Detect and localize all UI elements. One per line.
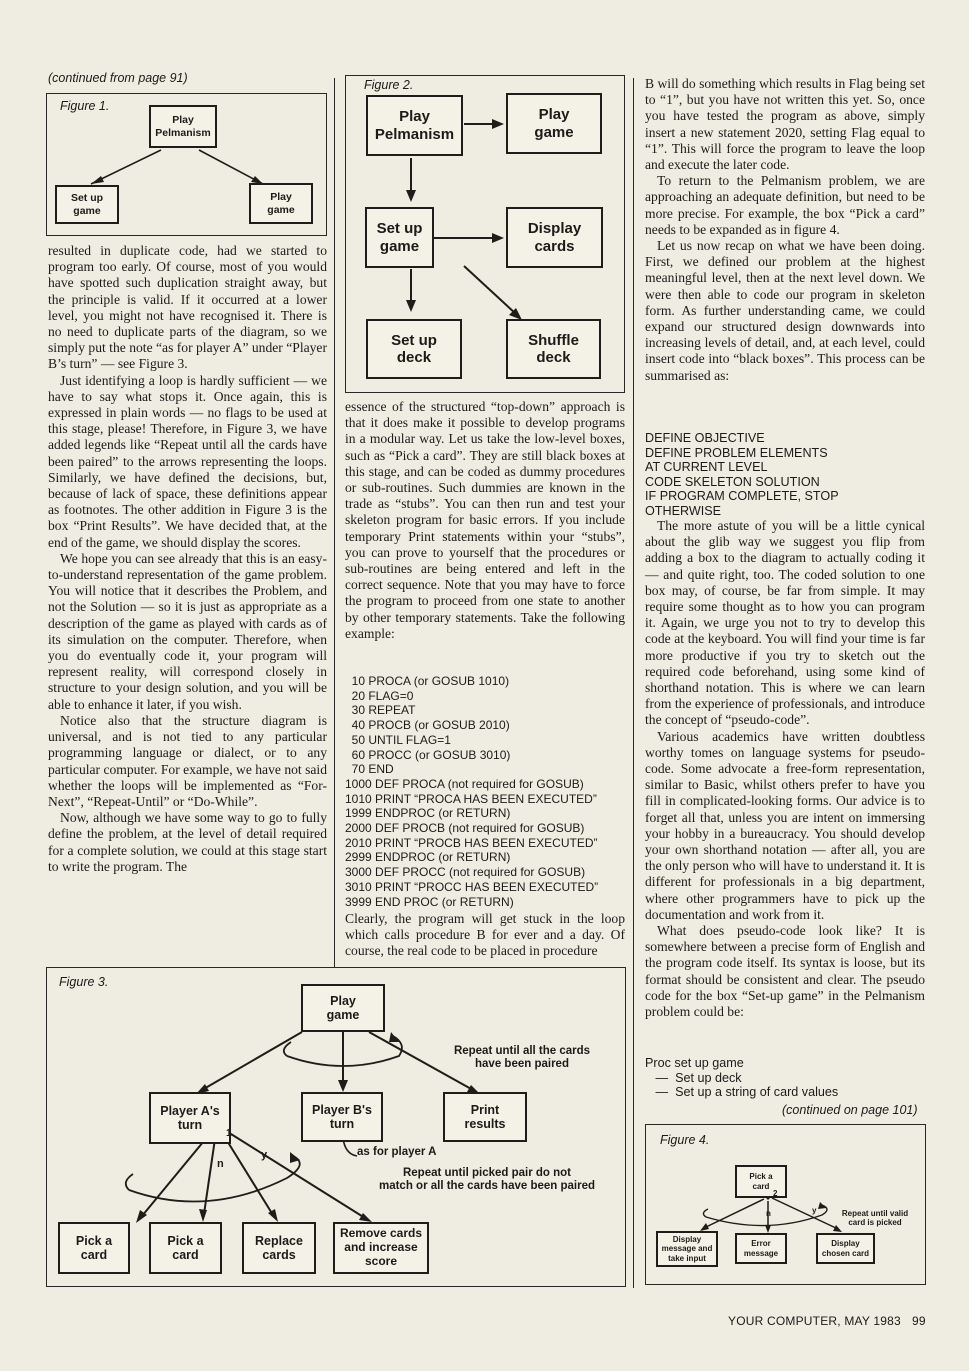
- column-1-text: [48, 243, 327, 875]
- process-steps-list: [645, 431, 925, 519]
- col3-paragraph-2: To return to the Pelmanism problem, we are approaching an adequate definition, but need to be more precise. For example, the box “Pick a card” needs to be expanded as in figure 4.: [645, 173, 925, 237]
- code-line: 40 PROCB (or GOSUB 2010): [345, 718, 510, 733]
- footer-magazine-issue: YOUR COMPUTER, MAY 1983: [728, 1314, 901, 1328]
- figure-3-replace-cards-box: Replace cards: [242, 1222, 316, 1274]
- figure-2: [345, 75, 625, 393]
- column-2-text-end: [345, 911, 625, 960]
- col1-paragraph-1: resulted in duplicate code, had we started to program too early. Of course, most of you would have spotted such duplication straight away, but the principle is valid. If it occurred at a lower level, you might not have recognised it. There is no need to duplicate parts of the diagram, so we simply put the note “as for player A” under “Player B’s turn” — see Figure 3.: [48, 243, 327, 372]
- figure-4-display-message-box: Display message and take input: [656, 1231, 718, 1267]
- figure-3-remove-cards-box: Remove cards and increase score: [333, 1222, 429, 1274]
- figure-3-label-1: 1: [226, 1128, 232, 1139]
- figure-2-play-game-box: Play game: [506, 93, 602, 154]
- column-2-text: [345, 399, 625, 642]
- col1-paragraph-3: We hope you can see already that this is an easy-to-understand representation of the game problem. You will notice that it describes the Problem, and not the Solution — so it is just as appropriate as a description of the game as played with cards as of its simulation on the computer. Therefore, when you do eventually code it, your program will represent reality, will correspond closely in structure to your design solution, and you will be able to enhance it later, if you wish.: [48, 550, 327, 712]
- figure-4-y-label: y: [812, 1206, 817, 1215]
- code-line: 1999 ENDPROC (or RETURN): [345, 806, 511, 821]
- process-step: OTHERWISE: [645, 503, 722, 518]
- figure-1-title: Figure 1.: [60, 99, 110, 113]
- code-line: 3010 PRINT “PROCC HAS BEEN EXECUTED”: [345, 879, 599, 894]
- code-line: 70 END: [345, 762, 394, 777]
- code-line: 1010 PRINT “PROCA HAS BEEN EXECUTED”: [345, 791, 597, 806]
- pseudo-code-lines: [645, 1056, 925, 1100]
- figure-3-y-label: y: [261, 1149, 268, 1161]
- pseudo-code-line: — Set up a string of card values: [645, 1085, 839, 1100]
- figure-3-pick-card-box-1: Pick a card: [58, 1222, 130, 1274]
- continued-on-note: (continued on page 101): [782, 1103, 918, 1117]
- figure-4-display-chosen-card-box: Display chosen card: [816, 1233, 875, 1264]
- figure-3: [46, 967, 626, 1287]
- figure-2-set-up-game-box: Set up game: [365, 207, 434, 268]
- figure-3-player-a-box: Player A's turn: [149, 1092, 231, 1144]
- figure-3-player-b-box: Player B's turn: [301, 1092, 383, 1142]
- col1-paragraph-2: Just identifying a loop is hardly sufficient — we have to say what stops it. Once again, this is expressed in plain words — no flags to be used at this stage, please! Therefore, in Figure 3, we have added legends like “Repeat until all the cards have been paired” to the arrows representing the loops. Similarly, we have defined the decisions, but, because of lack of space, these definitions appear as footnotes. The other addition in Figure 3 is the box “Print Results”. We have decided that, at the end of the game, we should display the scores.: [48, 372, 327, 550]
- column-rule-1: [334, 78, 335, 968]
- code-line: 30 REPEAT: [345, 703, 416, 718]
- footer-page-number: 99: [912, 1314, 926, 1328]
- process-step: AT CURRENT LEVEL: [645, 460, 768, 475]
- figure-3-repeat-pick-legend: Repeat until picked pair do not match or all the cards have been paired: [378, 1167, 596, 1193]
- code-line: 2010 PRINT “PROCB HAS BEEN EXECUTED”: [345, 835, 598, 850]
- process-step: CODE SKELETON SOLUTION: [645, 474, 820, 489]
- figure-4: [645, 1124, 926, 1285]
- code-line: 50 UNTIL FLAG=1: [345, 732, 451, 747]
- column-rule-2: [633, 78, 634, 1288]
- code-line: 3999 END PROC (or RETURN): [345, 894, 514, 909]
- pseudo-code-line: Proc set up game: [645, 1056, 744, 1070]
- col3-paragraph-5: Various academics have written doubtless worthy tomes on language systems for pseudo-code. Some advocate a free-form representation, similar to Basic, whilst others prefer to have you fill in complicated-looking forms. Our advice is to forget all that, unless you are intent on immersing your hobby in a bureaucracy. You should develop your own shorthand notation — after all, you are the only person who will have to understand it. It is different for professionals in a big department, where other programmers have to pick up the documentation and work from it.: [645, 728, 925, 922]
- figure-1-play-pelmanism-box: Play Pelmanism: [149, 105, 217, 148]
- figure-4-n-label: n: [766, 1209, 771, 1218]
- code-line: 2000 DEF PROCB (not required for GOSUB): [345, 821, 585, 836]
- col3-paragraph-6: What does pseudo-code look like? It is somewhere between a precise form of English and the program code itself. Its syntax is loose, but its format should be consistent and clear. The pseudo code for the box “Set-up game” in the Pelmanism problem could be:: [645, 923, 925, 1020]
- figure-3-as-for-player-a: as for player A: [357, 1146, 437, 1158]
- code-line: 60 PROCC (or GOSUB 3010): [345, 747, 511, 762]
- figure-2-title: Figure 2.: [364, 78, 414, 92]
- figure-4-label-2: 2: [773, 1189, 778, 1198]
- process-step: DEFINE PROBLEM ELEMENTS: [645, 445, 828, 460]
- figure-3-play-game-box: Play game: [301, 984, 385, 1032]
- col3-paragraph-1: B will do something which results in Flag being set to “1”, but you have not written this yet. So, once you have tested the program as above, simply insert a new statement 2020, setting Flag equal to “1”. This will force the program to leave the loop and execute the later code.: [645, 76, 925, 173]
- column-3-text-2: [645, 518, 925, 1020]
- col3-paragraph-3: Let us now recap on what we have been doing. First, we defined our problem at the highest meaningful level, then at the next level down. We were then able to code our program in skeleton form. As further understanding came, we could expand our structured design downwards into increasing levels of detail, and, at each level, could insert code into “black boxes”. This process can be summarised as:: [645, 238, 925, 383]
- figure-1-set-up-game-box: Set up game: [55, 185, 119, 224]
- continued-from-note: (continued from page 91): [48, 71, 188, 85]
- figure-3-title: Figure 3.: [59, 975, 109, 989]
- code-line: 20 FLAG=0: [345, 688, 414, 703]
- pseudo-code-line: — Set up deck: [645, 1070, 742, 1085]
- code-line: 3000 DEF PROCC (not required for GOSUB): [345, 865, 586, 880]
- figure-2-play-pelmanism-box: Play Pelmanism: [366, 95, 463, 156]
- col2-paragraph-2: Clearly, the program will get stuck in the loop which calls procedure B for ever and a day. Of course, the real code to be placed in procedure: [345, 911, 625, 959]
- figure-1: [46, 93, 327, 236]
- figure-2-set-up-deck-box: Set up deck: [366, 319, 462, 379]
- code-line: 10 PROCA (or GOSUB 1010): [345, 674, 510, 688]
- figure-2-shuffle-deck-box: Shuffle deck: [506, 319, 601, 379]
- col1-paragraph-5: Now, although we have some way to go to fully define the problem, at the level of detail required for a complete solution, we could at this stage start to write the program. The: [48, 810, 327, 874]
- figure-3-repeat-all-legend: Repeat until all the cards have been paired: [453, 1045, 591, 1071]
- figure-4-title: Figure 4.: [660, 1133, 710, 1147]
- column-3-text: [645, 76, 925, 384]
- figure-1-play-game-box: Play game: [249, 183, 313, 224]
- code-line: 1000 DEF PROCA (not required for GOSUB): [345, 776, 584, 791]
- process-step: DEFINE OBJECTIVE: [645, 431, 765, 445]
- figure-4-pick-card-box: Pick a card: [735, 1165, 787, 1198]
- col1-paragraph-4: Notice also that the structure diagram is universal, and is not tied to any particular programming language or dialect, or to any particular computer. For example, we have not said whether the loops will be implemented as “For-Next”, “Repeat-Until” or “Do-While”.: [48, 712, 327, 809]
- figure-4-error-message-box: Error message: [735, 1233, 787, 1264]
- process-step: IF PROGRAM COMPLETE, STOP: [645, 489, 839, 504]
- figure-3-pick-card-box-2: Pick a card: [149, 1222, 222, 1274]
- figure-3-print-results-box: Print results: [443, 1092, 527, 1142]
- col2-paragraph-1: essence of the structured “top-down” approach is that it does make it possible to develop programs in a modular way. Let us take the low-level boxes, such as “Pick a card”. They are still black boxes at this stage, and can be coded as dummy procedures or sub-routines. Such dummies are known in the trade as “stubs”. You can then run and test your skeleton program for basic errors. If you include temporary Print statements within your “stubs”, you can prove to yourself that the procedures or sub-routines are being entered and left in the correct sequence. Note that you may have to force the program to proceed from one state to another by other temporary statements. Take the following example:: [345, 399, 625, 641]
- figure-3-n-label: n: [217, 1158, 224, 1170]
- figure-4-repeat-legend: Repeat until valid card is picked: [841, 1209, 909, 1228]
- col3-paragraph-4: The more astute of you will be a little cynical about the glib way we suggest you flip from adding a box to the diagram to actually coding it — and quite right, too. The coded solution to one box may, of course, be far from simple. It may require some thought as to how you can program it. Again, we urge you not to try to develop this code at the keyboard. You will find your time is far more productive if you try to sketch out the required code beforehand, using some kind of shorthand notation. This is where we can learn from the experience of professionals, and introduce the concept of “pseudo-code”.: [645, 518, 925, 728]
- basic-code-listing: [345, 674, 629, 909]
- figure-2-display-cards-box: Display cards: [506, 207, 603, 268]
- code-line: 2999 ENDPROC (or RETURN): [345, 850, 511, 865]
